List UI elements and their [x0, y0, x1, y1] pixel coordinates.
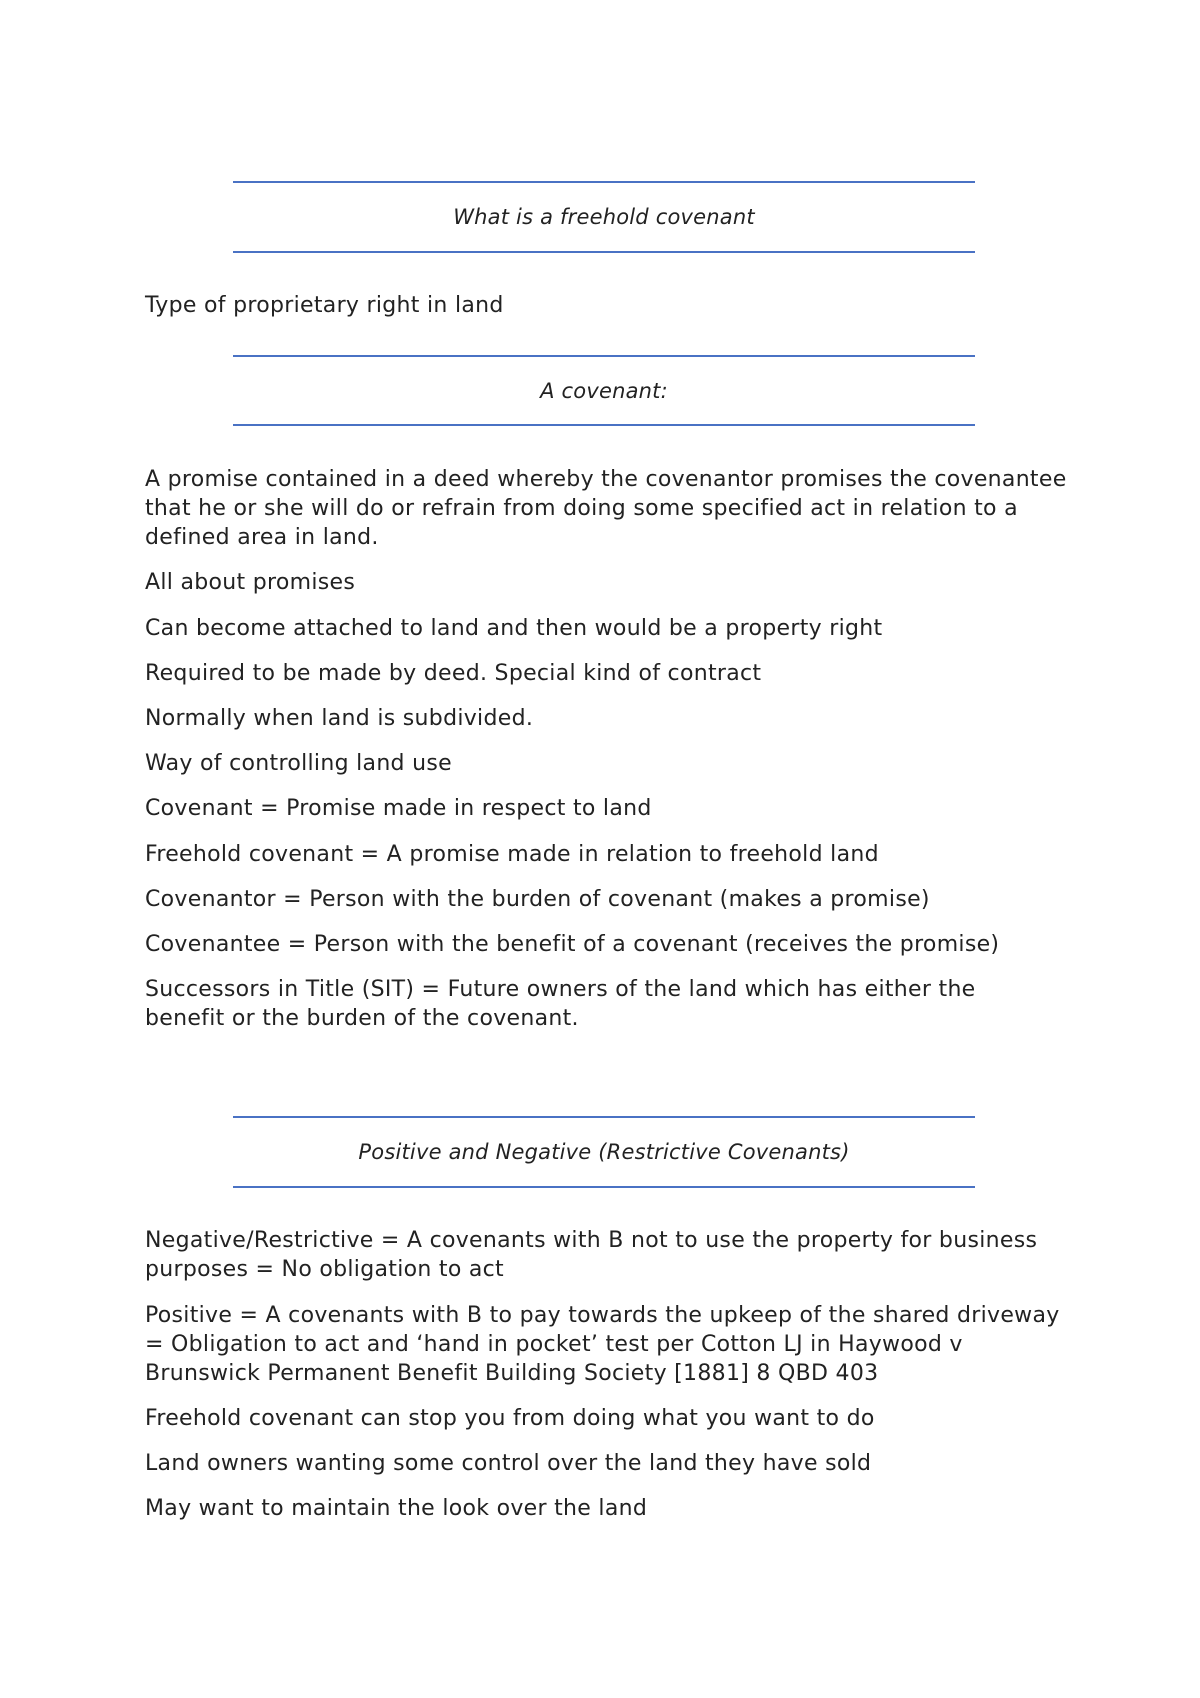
paragraph: Land owners wanting some control over the land they have sold	[145, 1451, 872, 1476]
paragraph: Covenant = Promise made in respect to land	[145, 796, 652, 821]
paragraph: Covenantor = Person with the burden of covenant (makes a promise)	[145, 887, 930, 912]
paragraph: Negative/Restrictive = A covenants with B not to use the property for business purposes = No obligation to act	[145, 1228, 1038, 1282]
paragraph: Freehold covenant can stop you from doing what you want to do	[145, 1406, 875, 1431]
paragraph: Normally when land is subdivided.	[145, 706, 534, 731]
paragraph: Way of controlling land use	[145, 751, 452, 776]
section-heading-a-covenant	[233, 355, 975, 426]
paragraph: Positive = A covenants with B to pay towards the upkeep of the shared driveway = Obligation to act and ‘hand in pocket’ test per Cotton LJ in Haywood v Brunswick Permanent Benefit Building Society [1881] 8 QBD 403	[145, 1303, 1060, 1386]
paragraph: Successors in Title (SIT) = Future owners of the land which has either the benefit or the burden of the covenant.	[145, 977, 976, 1031]
paragraph: Covenantee = Person with the benefit of a covenant (receives the promise)	[145, 932, 1000, 957]
section-heading-positive-negative	[233, 1116, 975, 1188]
paragraph: All about promises	[145, 570, 356, 595]
paragraph: Type of proprietary right in land	[145, 293, 504, 318]
section-heading-freehold-covenant	[233, 181, 975, 253]
paragraph: Freehold covenant = A promise made in relation to freehold land	[145, 842, 879, 867]
paragraph: Required to be made by deed. Special kind of contract	[145, 661, 762, 686]
paragraph: May want to maintain the look over the land	[145, 1496, 648, 1521]
paragraph: Can become attached to land and then would be a property right	[145, 616, 883, 641]
section-heading-text: What is a freehold covenant	[453, 205, 755, 229]
paragraph: A promise contained in a deed whereby the covenantor promises the covenantee that he or she will do or refrain from doing some specified act in relation to a defined area in land.	[145, 467, 1067, 550]
section-heading-text: A covenant:	[540, 378, 668, 403]
section-heading-text: Positive and Negative (Restrictive Covenants)	[358, 1140, 850, 1164]
